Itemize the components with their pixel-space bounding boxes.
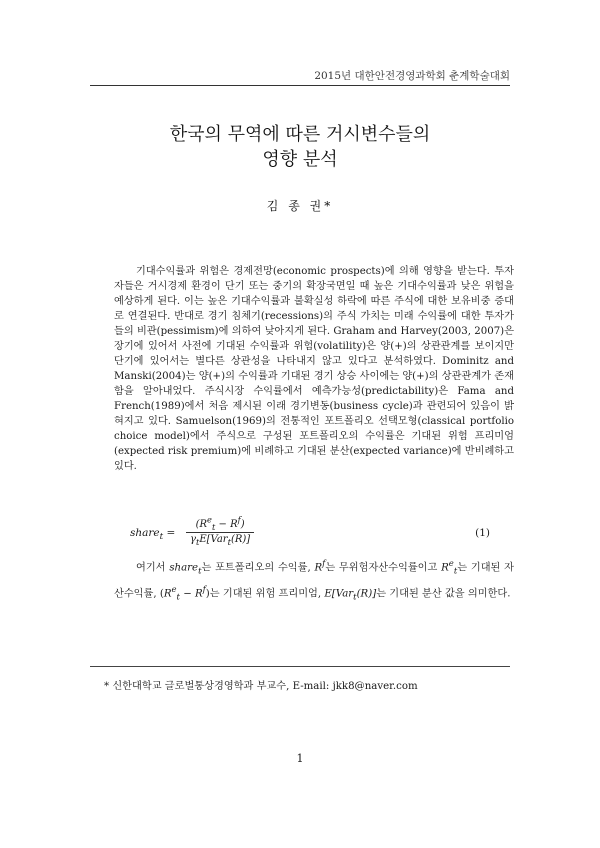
title-line-2: 영향 분석	[262, 149, 338, 170]
conference-header: 2015년 대한안전경영과학회 춘계학술대회	[314, 70, 510, 82]
footnote-divider	[90, 666, 510, 667]
paper-title	[90, 122, 510, 172]
body-section	[114, 264, 514, 474]
equation-numerator: $(R^e_t - R^f)$	[195, 515, 245, 533]
equation-1	[130, 512, 490, 552]
author: 김 종 권*	[266, 199, 334, 213]
explanation-paragraph: 여기서 share$_t$는 포트폴리오의 수익률, $R^f$는 무위험자산수익률이고 $R^e_t$는 기대된 자산수익률, $(R^e_t - R^f)$는 기대된 위험 프리미엄, E[Var$_t$(R)]는 기대된 분산 값을 의미한다.	[114, 559, 515, 603]
body-paragraph: 기대수익률과 위험은 경제전망(economic prospects)에 의해 영향을 받는다. 투자자들은 거시경제 환경이 단기 또는 중기의 확장국면일 때 높은 기대수익률과 낮은 위험을 예상하게 된다. 이는 높은 기대수익률과 불확실성 하락에 따른 주식에 대한 보유비중 증대로 연결된다. 반대로 경기 침체기(recessions)의 주식 가치는 미래 수익률에 대한 투자가들의 비관(pessimism)에 의하여 낮아지게 된다. Graham and Harvey(2003, 2007)은 장기에 있어서 사전에 기대된 수익률과 위험(volatility)은 양(+)의 상관관계를 보이지만 단기에 있어서는 별다른 상관성을 나타내지 않고 있다고 분석하였다. Dominitz and Manski(2004)는 양(+)의 수익률과 기대된 경기 상승 사이에는 양(+)의 상관관계가 존재함을 알아내었다. 주식시장 수익률에서 예측가능성(predictability)은 Fama and French(1989)에서 처음 제시된 이래 경기변동(business cycle)과 관련되어 있음이 밝혀지고 있다. Samuelson(1969)의 전통적인 포트폴리오 선택모형(classical portfolio choice model)에서 주식으로 구성된 포트폴리오의 수익률은 기대된 위험 프리미엄(expected risk premium)에 비례하고 기대된 분산(expected variance)에 반비례하고 있다.	[114, 266, 514, 472]
equation-fraction	[186, 515, 254, 547]
title-line-1: 한국의 무역에 따른 거시변수들의	[169, 124, 431, 145]
header-divider	[90, 85, 510, 86]
author-footnote: * 신한대학교 글로벌통상경영학과 부교수, E-mail: jkk8@naver.com	[104, 681, 418, 692]
page-number: 1	[296, 752, 304, 765]
equation-lhs: share$_t$ =	[130, 527, 176, 543]
equation-number: (1)	[475, 527, 490, 539]
eq-share-sub: t	[159, 532, 164, 543]
equation-denominator: $\gamma_tE[Var_t(R)]$	[186, 532, 254, 547]
eq-share: share	[130, 527, 160, 539]
explanation-section	[114, 555, 514, 608]
